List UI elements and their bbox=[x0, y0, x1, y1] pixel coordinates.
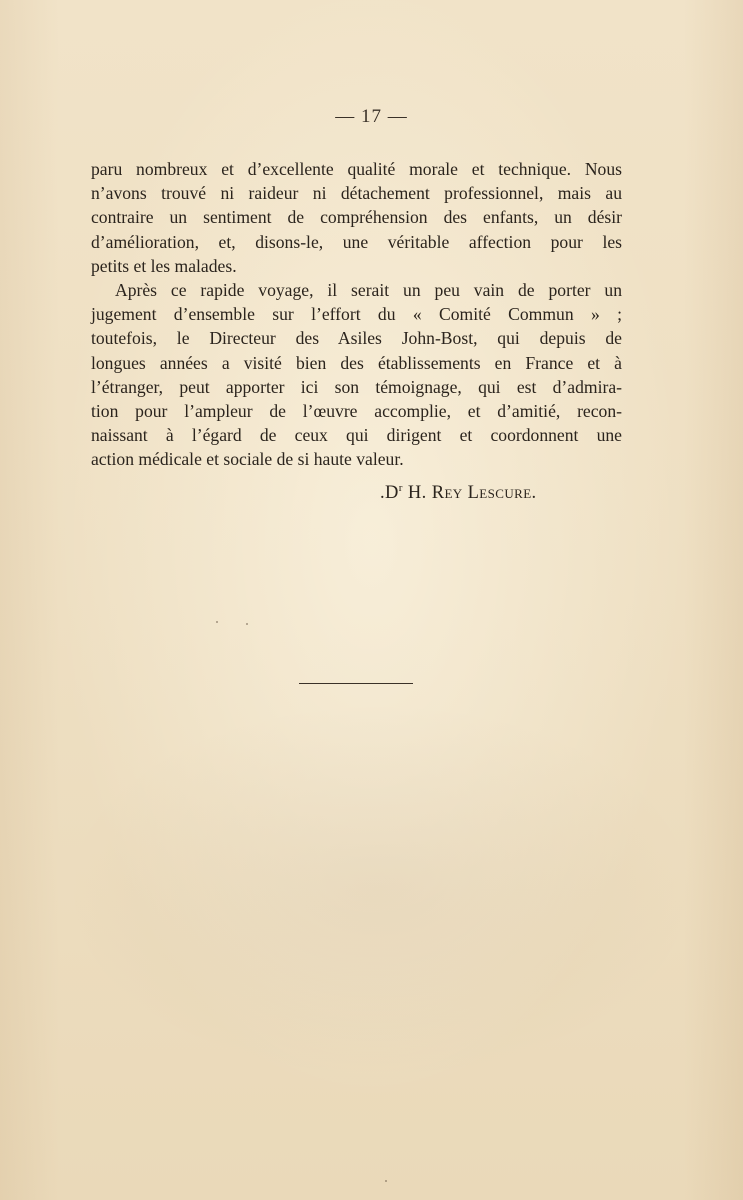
text-line: action médicale et sociale de si haute valeur. bbox=[91, 449, 404, 470]
paper-speck bbox=[246, 623, 248, 625]
text-line: petits et les malades. bbox=[91, 255, 237, 276]
text-line: contraire un sentiment de compréhension des enfants, un désir bbox=[91, 207, 622, 228]
text-line: toutefois, le Directeur des Asiles John-Bost, qui depuis de bbox=[91, 328, 622, 349]
text-line: n’avons trouvé ni raideur ni détachement professionnel, mais au bbox=[91, 183, 622, 204]
author-signature bbox=[380, 482, 537, 504]
signature-name: H. Rey Lescure. bbox=[407, 483, 537, 503]
paper-speck bbox=[385, 1180, 387, 1182]
text-line: d’amélioration, et, disons-le, une véritable affection pour les bbox=[91, 231, 622, 252]
text-line: Après ce rapide voyage, il serait un peu vain de porter un bbox=[115, 280, 622, 301]
text-line: paru nombreux et d’excellente qualité morale et technique. Nous bbox=[91, 159, 622, 179]
body-text bbox=[91, 157, 622, 472]
text-line: naissant à l’égard de ceux qui dirigent et coordonnent une bbox=[91, 425, 622, 446]
text-line: l’étranger, peut apporter ici son témoignage, qui est d’admira- bbox=[91, 376, 622, 397]
horizontal-rule bbox=[299, 683, 413, 684]
page-number: — 17 — bbox=[335, 106, 408, 127]
paragraph-1 bbox=[91, 157, 622, 278]
show-through bbox=[60, 700, 700, 1080]
signature-prefix: .D bbox=[380, 483, 399, 503]
signature-superscript: r bbox=[398, 482, 403, 494]
paragraph-2 bbox=[91, 278, 622, 472]
text-line: longues années a visité bien des établissements en France et à bbox=[91, 352, 622, 373]
paper-speck bbox=[216, 621, 218, 623]
text-line: tion pour l’ampleur de l’œuvre accomplie, et d’amitié, recon- bbox=[91, 401, 622, 422]
text-line: jugement d’ensemble sur l’effort du « Comité Commun » ; bbox=[91, 304, 622, 325]
